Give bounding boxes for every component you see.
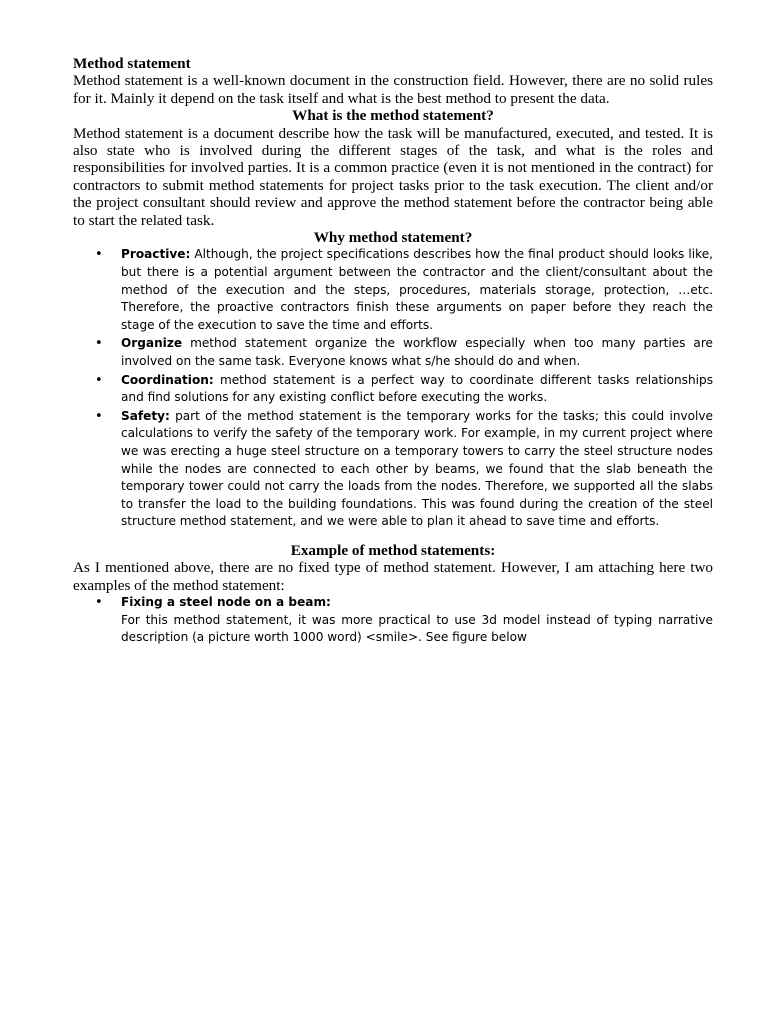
bullet-icon: • [95,595,103,611]
what-heading: What is the method statement? [292,107,494,125]
bullet-icon: • [95,372,103,388]
bullet-icon: • [95,247,103,263]
list-item-text: part of the method statement is the temporary works for the tasks; this could involve calculations to verify the safety of the temporary work. For example, in my current project where we was erecting a huge steel structure on a temporary towers to carry the steel structure nodes while the nodes are connected to each other by beams, we found that the slab beneath the temporary tower could not carry the loads from the nodes. Therefore, we supported all the slabs to transfer the load to the building foundations. This was found during the creation of the steel structure method statement, and we were able to plan it ahead to save time and efforts. [121,408,713,529]
document-page [73,55,713,648]
list-item [73,372,713,407]
list-item [73,335,713,370]
list-item [73,408,713,531]
list-item-text: method statement organize the workflow especially when too many parties are involved on the same task. Everyone knows what s/he should do and when. [121,336,713,369]
list-item-label: Organize [121,336,183,351]
list-item-text: For this method statement, it was more practical to use 3d model instead of typing narrative description (a picture worth 1000 word) <smile>. See figure below [121,612,713,645]
list-item-label: Safety: [121,408,170,423]
list-item-label: Fixing a steel node on a beam: [121,595,331,610]
bullet-icon: • [95,336,103,352]
document-title: Method statement [73,55,191,72]
bullet-icon: • [95,408,103,424]
list-item-label: Coordination: [121,372,214,387]
example-heading: Example of method statements: [290,541,496,559]
what-paragraph: Method statement is a document describe how the task will be manufactured, executed, and tested. It is also state who is involved during the different stages of the task, and what is the roles and responsibilities for involved parties. It is a common practice (even it is not mentioned in the contract) for contractors to submit method statements for project tasks prior to the task execution. The client and/or the project consultant should review and approve the method statement before the contractor being able to start the related task. [73,124,713,229]
list-item-text: Although, the project specifications describes how the final product should looks like, but there is a potential argument between the contractor and the client/consultant about the method of the execution and the steps, procedures, materials storage, protection, …etc. Therefore, the proactive contractors finish these arguments on paper before they reach the stage of the execution to save the time and efforts. [121,247,713,332]
example-paragraph: As I mentioned above, there are no fixed type of method statement. However, I am attaching here two examples of the method statement: [73,559,713,594]
intro-paragraph: Method statement is a well-known document in the construction field. However, there are no solid rules for it. Mainly it depend on the task itself and what is the best method to present the data. [73,72,713,107]
why-list [73,246,713,531]
why-heading: Why method statement? [313,229,473,247]
spacer [73,532,713,542]
example-list [73,594,713,647]
list-item [73,246,713,334]
list-item-label: Proactive: [121,247,191,262]
list-item [73,594,713,647]
list-item-text: method statement is a perfect way to coordinate different tasks relationships and find solutions for any existing conflict before executing the works. [121,372,713,405]
